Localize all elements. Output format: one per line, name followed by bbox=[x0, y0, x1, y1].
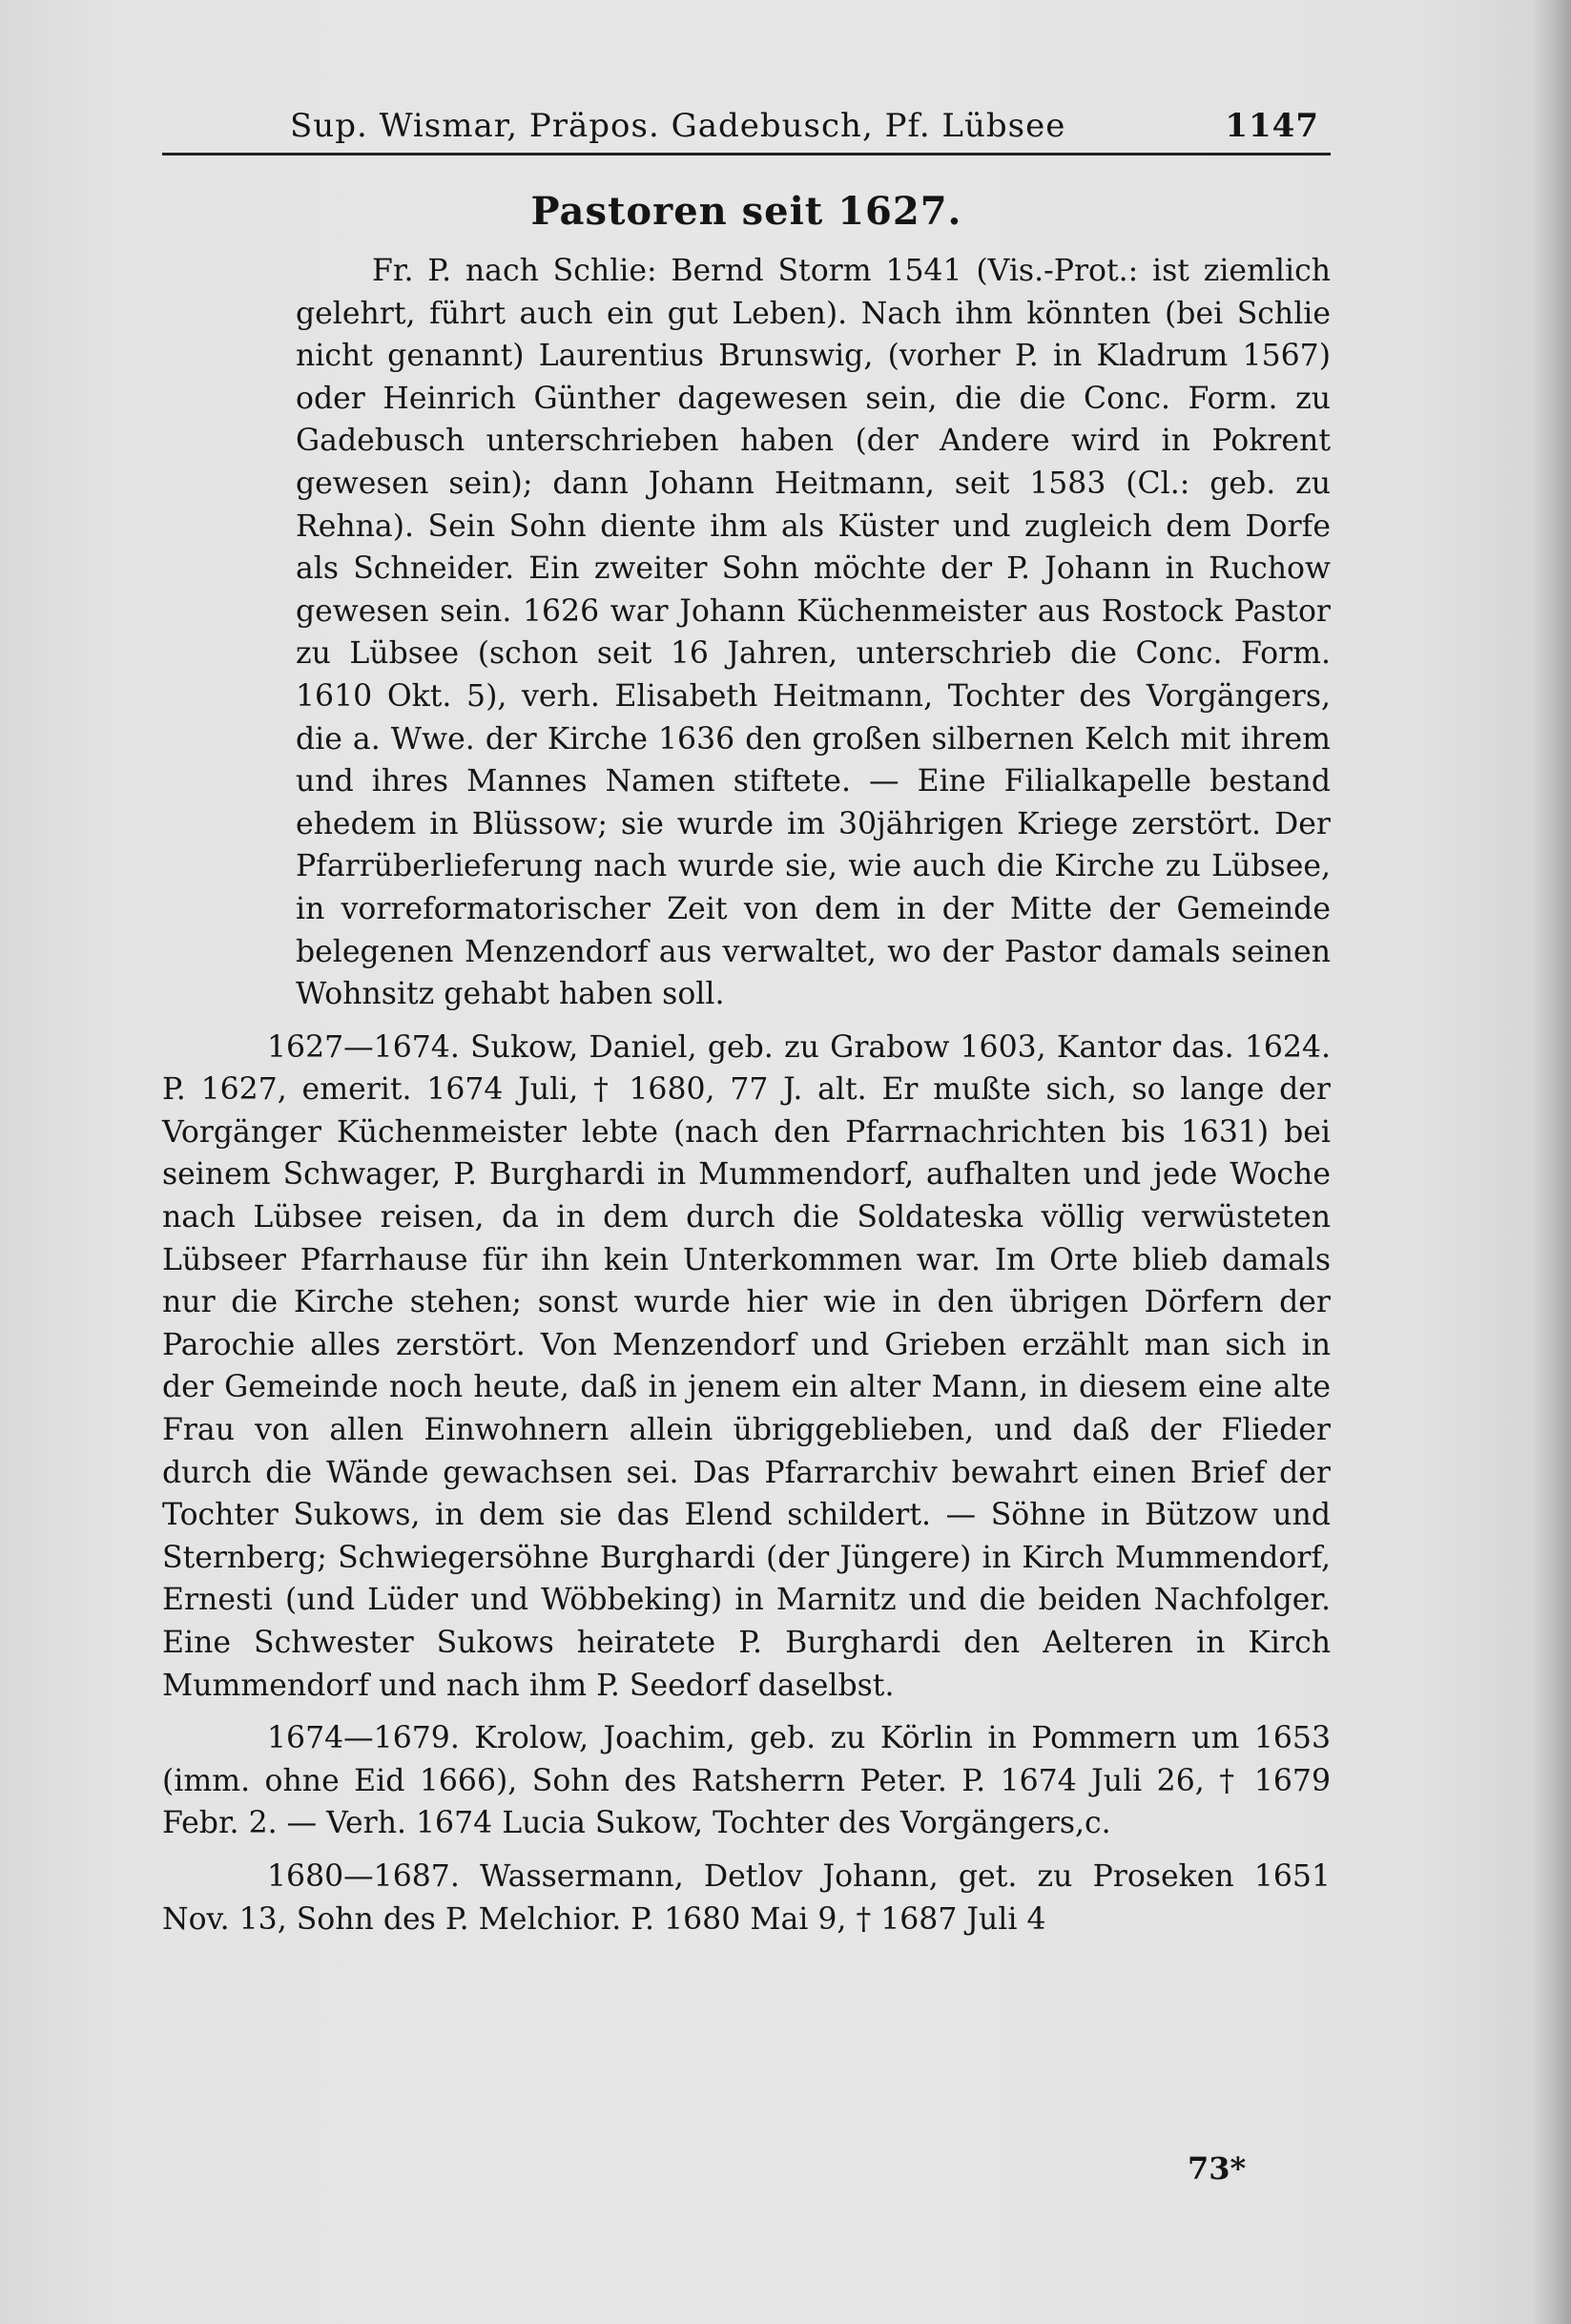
page-edge-shadow bbox=[1533, 0, 1571, 2324]
pastor-entry-krolow: 1674—1679. Krolow, Joachim, geb. zu Körlin in Pommern um 1653 (imm. ohne Eid 1666), Sohn des Ratsherrn Peter. P. 1674 Juli 26, † 1679 Febr. 2. — Verh. 1674 Lucia Sukow, Tochter des Vorgängers,c. bbox=[162, 1721, 1331, 1841]
pastor-entry-sukow: 1627—1674. Sukow, Daniel, geb. zu Grabow 1603, Kantor das. 1624. P. 1627, emerit. 1674 Juli, † 1680, 77 J. alt. Er mußte sich, so lange der Vorgänger Küchenmeister lebte (nach den Pfarrnachrichten bis 1631) bei seinem Schwager, P. Burghardi in Mummendorf, aufhalten und jede Woche nach Lübsee reisen, da in dem durch die Soldateska völlig verwüsteten Lübseer Pfarrhause für ihn kein Unterkommen war. Im Orte blieb damals nur die Kirche stehen; sonst wurde hier wie in den übrigen Dörfern der Parochie alles zerstört. Von Menzendorf und Grieben erzählt man sich in der Gemeinde noch heute, daß in jenem ein alter Mann, in diesem eine alte Frau von allen Einwohnern allein übriggeblieben, und daß der Flieder durch die Wände gewachsen sei. Das Pfarrarchiv bewahrt einen Brief der Tochter Sukows, in dem sie das Elend schildert. — Söhne in Bützow und Sternberg; Schwiegersöhne Burghardi (der Jüngere) in Kirch Mummendorf, Ernesti (und Lüder und Wöbbeking) in Marnitz und die beiden Nachfolger. Eine Schwester Sukows heiratete P. Burghardi den Aelteren in Kirch Mummendorf und nach ihm P. Seedorf daselbst. bbox=[162, 1029, 1331, 1703]
intro-paragraph: Fr. P. nach Schlie: Bernd Storm 1541 (Vis.-Prot.: ist ziemlich gelehrt, führt auch ein gut Leben). Nach ihm könnten (bei Schlie nicht genannt) Laurentius Brunswig, (vorher P. in Kladrum 1567) oder Heinrich Günther dagewesen sein, die die Conc. Form. zu Gadebusch unterschrieben haben (der Andere wird in Pokrent gewesen sein); dann Johann Heitmann, seit 1583 (Cl.: geb. zu Rehna). Sein Sohn diente ihm als Küster und zugleich dem Dorfe als Schneider. Ein zweiter Sohn möchte der P. Johann in Ruchow gewesen sein. 1626 war Johann Küchenmeister aus Rostock Pastor zu Lübsee (schon seit 16 Jahren, unterschrieb die Conc. Form. 1610 Okt. 5), verh. Elisabeth Heitmann, Tochter des Vorgängers, die a. Wwe. der Kirche 1636 den großen silbernen Kelch mit ihrem und ihres Mannes Namen stiftete. — Eine Filialkapelle bestand ehedem in Blüssow; sie wurde im 30jährigen Kriege zerstört. Der Pfarrüberlieferung nach wurde sie, wie auch die Kirche zu Lübsee, in vorreformatorischer Zeit von dem in der Mitte der Gemeinde belegenen Menzendorf aus verwaltet, wo der Pastor damals seinen Wohnsitz gehabt haben soll. bbox=[296, 254, 1331, 1012]
signature-mark: 73* bbox=[1188, 2150, 1247, 2187]
body-text bbox=[162, 250, 1331, 1940]
section-heading: Pastoren seit 1627. bbox=[530, 189, 962, 234]
running-head bbox=[162, 95, 1331, 151]
page-number: 1147 bbox=[1225, 107, 1319, 145]
pastor-entry-wassermann: 1680—1687. Wassermann, Detlov Johann, get. zu Proseken 1651 Nov. 13, Sohn des P. Melchior. P. 1680 Mai 9, † 1687 Juli 4 bbox=[162, 1858, 1331, 1937]
running-title: Sup. Wismar, Präpos. Gadebusch, Pf. Lübsee bbox=[290, 107, 1066, 145]
header-rule bbox=[162, 153, 1331, 156]
